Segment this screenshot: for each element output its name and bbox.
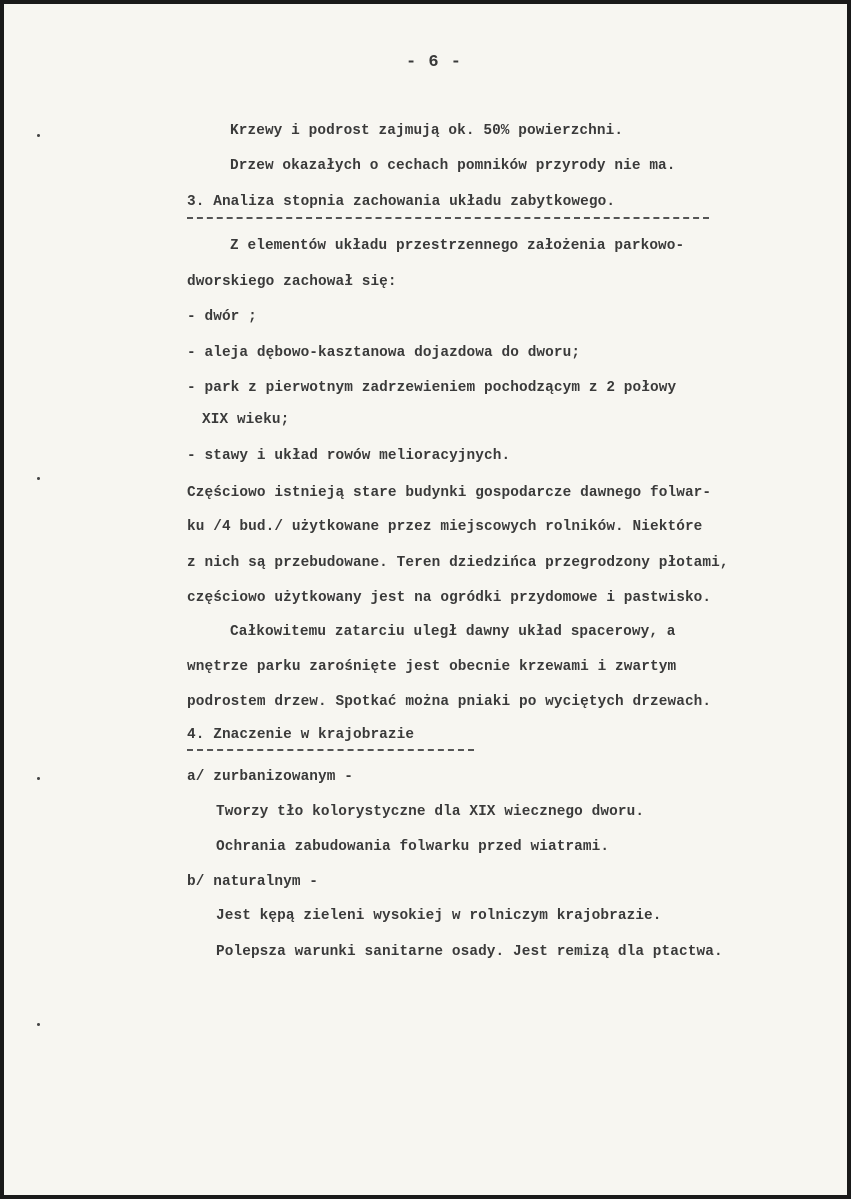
text-line-5: dworskiego zachował się:	[187, 274, 397, 290]
text-line-12: ku /4 bud./ użytkowane przez miejscowych rolników. Niektóre	[187, 519, 703, 535]
margin-dot-1	[37, 134, 40, 137]
text-line-17: podrostem drzew. Spotkać można pniaki po wyciętych drzewach.	[187, 694, 712, 710]
text-line-19: a/ zurbanizowanym -	[187, 769, 353, 785]
margin-dot-4	[37, 1023, 40, 1026]
text-line-11: Częściowo istnieją stare budynki gospodarcze dawnego folwar-	[187, 485, 712, 501]
page-number: - 6 -	[406, 53, 463, 72]
text-line-14: częściowo użytkowany jest na ogródki przydomowe i pastwisko.	[187, 590, 712, 606]
section-heading-4-underline	[187, 749, 474, 751]
document-page	[4, 4, 847, 1195]
text-line-15: Całkowitemu zatarciu uległ dawny układ spacerowy, a	[230, 624, 676, 640]
text-line-21: Ochrania zabudowania folwarku przed wiatrami.	[216, 839, 610, 855]
text-line-13: z nich są przebudowane. Teren dziedzińca przegrodzony płotami,	[187, 555, 729, 571]
text-line-2: Drzew okazałych o cechach pomników przyrody nie ma.	[230, 158, 676, 174]
text-line-16: wnętrze parku zarośnięte jest obecnie krzewami i zwartym	[187, 659, 677, 675]
text-line-1: Krzewy i podrost zajmują ok. 50% powierzchni.	[230, 123, 624, 139]
text-line-23: Jest kępą zieleni wysokiej w rolniczym krajobrazie.	[216, 908, 662, 924]
section-heading-3: 3. Analiza stopnia zachowania układu zabytkowego.	[187, 194, 616, 210]
list-item-stawy: - stawy i układ rowów melioracyjnych.	[187, 448, 511, 464]
margin-dot-2	[37, 477, 40, 480]
list-item-park: - park z pierwotnym zadrzewieniem pochodzącym z 2 połowy	[187, 380, 677, 396]
section-heading-3-underline	[187, 217, 709, 219]
list-item-park-cont: XIX wieku;	[202, 412, 290, 428]
margin-dot-3	[37, 777, 40, 780]
text-line-22: b/ naturalnym -	[187, 874, 319, 890]
section-heading-4: 4. Znaczenie w krajobrazie	[187, 727, 415, 743]
text-line-4: Z elementów układu przestrzennego założenia parkowo-	[230, 238, 685, 254]
text-line-20: Tworzy tło kolorystyczne dla XIX wiecznego dworu.	[216, 804, 645, 820]
list-item-aleja: - aleja dębowo-kasztanowa dojazdowa do dworu;	[187, 345, 581, 361]
text-line-24: Polepsza warunki sanitarne osady. Jest remizą dla ptactwa.	[216, 944, 723, 960]
list-item-dwor: - dwór ;	[187, 309, 257, 325]
